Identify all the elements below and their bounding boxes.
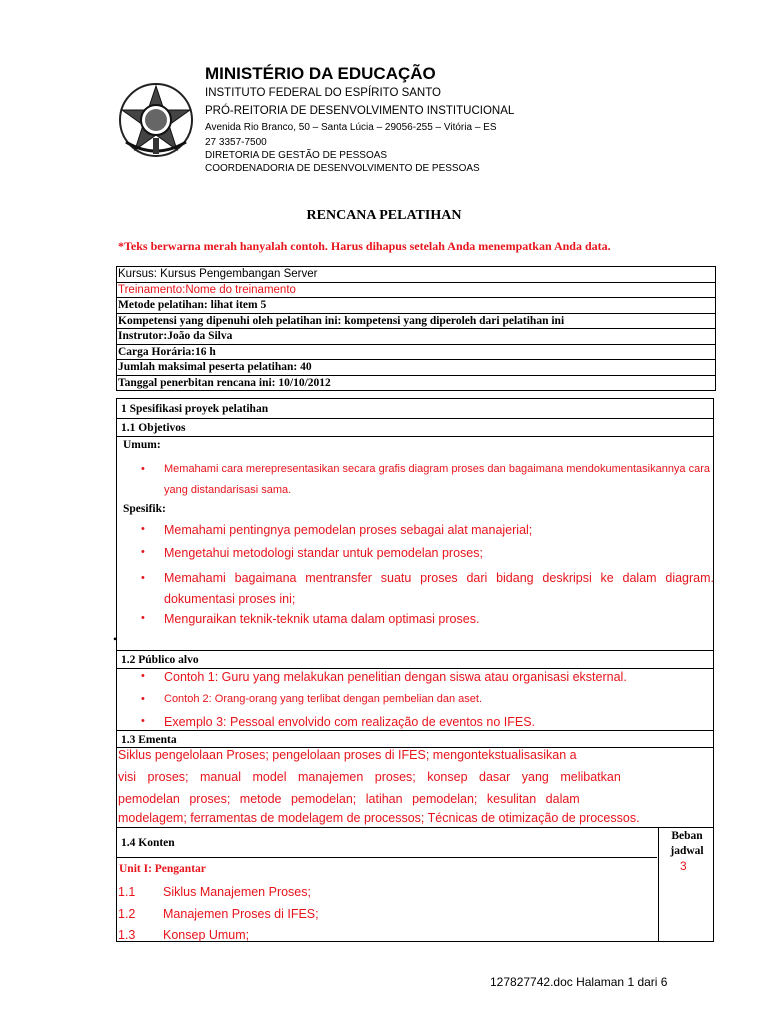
info-treinamento: Treinamento:Nome do treinamento: [117, 283, 715, 299]
header-line: DIRETORIA DE GESTÃO DE PESSOAS: [205, 150, 388, 161]
info-jumlah: Jumlah maksimal peserta pelatihan: 40: [117, 360, 715, 376]
ementa-heading: 1.3 Ementa: [121, 734, 177, 746]
unit-title: Unit I: Pengantar: [119, 863, 206, 875]
unit-item-num: 1.1: [118, 885, 136, 899]
section-heading: 1 Spesifikasi proyek pelatihan: [121, 403, 269, 415]
bullet-icon: •: [141, 670, 145, 682]
info-carga: Carga Horária:16 h: [117, 345, 715, 361]
page-footer: 127827742.doc Halaman 1 dari 6: [490, 975, 668, 989]
info-instrutor: Instrutor:João da Silva: [117, 329, 715, 345]
ementa-line: modelagem; ferramentas de modelagem de processos; Técnicas de otimização de processos.: [118, 811, 640, 825]
ementa-line: pemodelan proses; metode pemodelan; latihan pemodelan; kesulitan dalam: [118, 792, 580, 806]
course-info-table: [116, 266, 716, 391]
info-kursus: Kursus: Kursus Pengembangan Server: [117, 267, 715, 283]
bullet-icon: •: [141, 693, 145, 705]
header-line: PRÓ-REITORIA DE DESENVOLVIMENTO INSTITUCIONAL: [205, 105, 515, 117]
ementa-line: Siklus pengelolaan Proses; pengelolaan proses di IFES; mengontekstualisasikan a: [118, 748, 577, 762]
bullet-icon: •: [141, 715, 145, 727]
bullet-icon: •: [141, 463, 145, 475]
unit-item-text: Konsep Umum;: [163, 928, 250, 942]
info-kompetensi: Kompetensi yang dipenuhi oleh pelatihan ini: kompetensi yang diperoleh dari pelatihan ini: [117, 314, 715, 330]
bullet-icon: •: [141, 572, 145, 584]
objetivos-heading: 1.1 Objetivos: [121, 422, 186, 434]
unit-load: 3: [680, 859, 687, 873]
unit-item-num: 1.2: [118, 907, 136, 921]
header-line: COORDENADORIA DE DESENVOLVIMENTO DE PESSOAS: [205, 163, 480, 174]
stray-bullet-icon: •: [113, 632, 118, 646]
info-metode: Metode pelatihan: lihat item 5: [117, 298, 715, 314]
bullet-icon: •: [141, 612, 145, 624]
unit-item-text: Manajemen Proses di IFES;: [163, 907, 319, 921]
bullet-icon: •: [141, 523, 145, 535]
beban-jadwal-heading: Beban jadwal: [670, 830, 704, 857]
specification-table: 1 Spesifikasi proyek pelatihan 1.1 Objetivos Umum: • Memahami cara merepresentasikan secara grafis diagram proses dan bagaimana mendokumentasikannya cara yang distandarisasi sama. Spesifik: • Memahami pentingnya pemodelan proses sebagai alat manajerial; • Mengetahui metodologi standar untuk pemodelan proses; • Memahami bagaimana mentransfer suatu proses dari bidang deskripsi ke dalam diagram. dokumentasi proses ini; • Menguraikan teknik-teknik utama dalam optimasi proses. 1.2 Público alvo • Contoh 1: Guru yang melakukan penelitian dengan siswa atau organisasi eksternal. • Contoh 2: Orang-orang yang terlibat dengan pembelian dan aset. • Exemplo 3: Pessoal envolvido com realização de eventos no IFES. 1.3 Ementa Siklus pengelolaan Proses; pengelolaan proses di IFES; mengontekstualisasikan a visi proses; manual model manajemen proses; konsep dasar yang melibatkan pemodelan proses; metode pemodelan; latihan pemodelan; kesulitan dalam modelagem; ferramentas de modelagem de processos; Técnicas de otimização de processos. 1.4 Konten Beban jadwal Unit I: Pengantar 3 1.1 Siklus Manajemen Proses; 1.2 Manajemen Proses di IFES; 1.3 Konsep Umum;: [116, 398, 714, 942]
spesifik-label: Spesifik:: [123, 503, 166, 515]
disclaimer-note: *Teks berwarna merah hanyalah contoh. Harus dihapus setelah Anda menempatkan Anda data.: [118, 239, 611, 253]
ministry-title: MINISTÉRIO DA EDUCAÇÃO: [205, 64, 436, 83]
umum-label: Umum:: [123, 439, 161, 451]
publico-heading: 1.2 Público alvo: [121, 654, 199, 666]
header-address: Avenida Rio Branco, 50 – Santa Lúcia – 29056-255 – Vitória – ES: [205, 122, 497, 133]
konten-heading: 1.4 Konten: [121, 837, 175, 849]
ementa-line: visi proses; manual model manajemen proses; konsep dasar yang melibatkan: [118, 770, 621, 784]
bullet-icon: •: [141, 546, 145, 558]
header-line: INSTITUTO FEDERAL DO ESPÍRITO SANTO: [205, 87, 442, 99]
document-title: RENCANA PELATIHAN: [306, 208, 462, 223]
info-tanggal: Tanggal penerbitan rencana ini: 10/10/2012: [118, 376, 331, 389]
unit-item-text: Siklus Manajemen Proses;: [163, 885, 311, 899]
header-phone: 27 3357-7500: [205, 137, 267, 148]
unit-item-num: 1.3: [118, 928, 136, 942]
coat-of-arms-emblem: [116, 80, 196, 160]
